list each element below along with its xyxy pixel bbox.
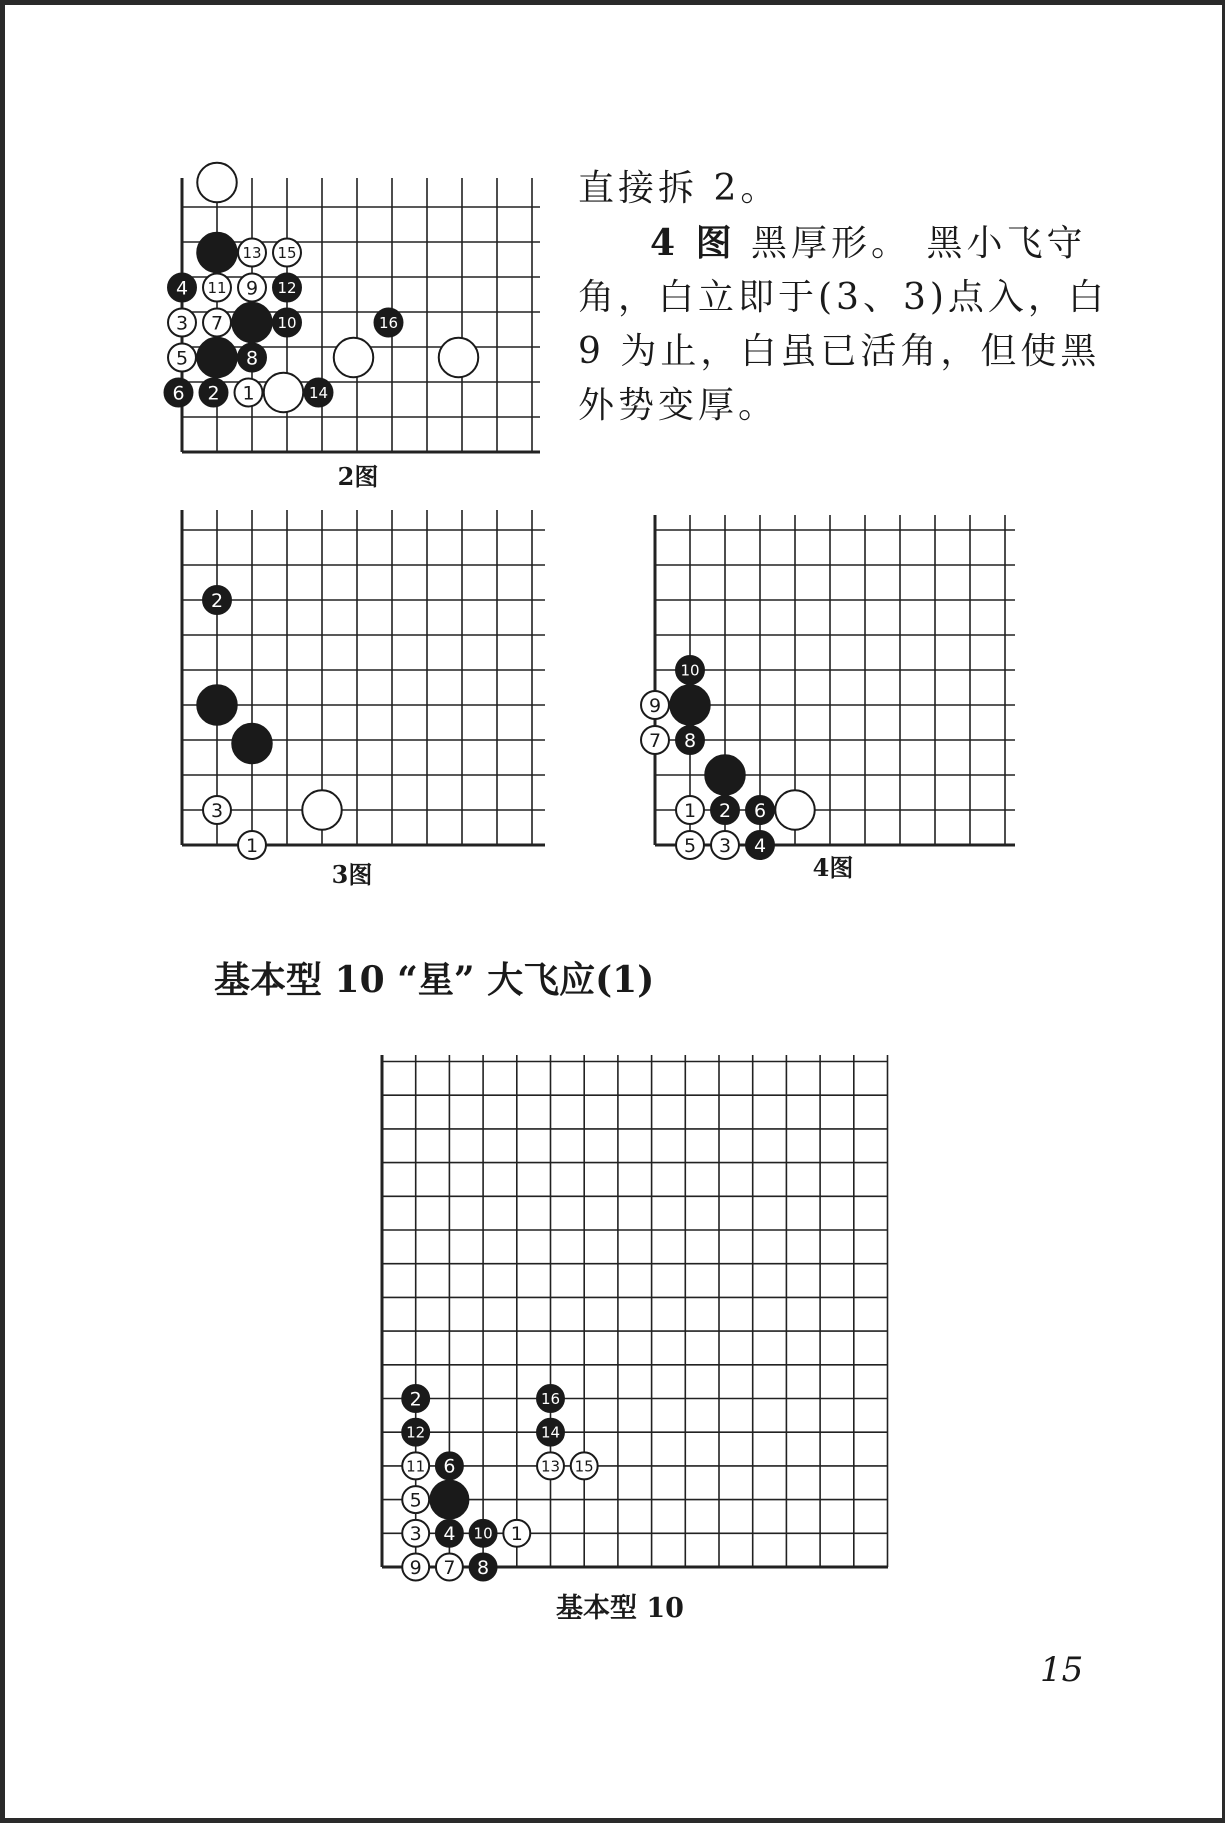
stone-disc: [197, 338, 236, 377]
move-number: 2: [210, 589, 224, 612]
white-stone: [775, 790, 814, 829]
white-stone: [273, 239, 301, 267]
move-number: 4: [175, 277, 189, 300]
move-number: 9: [245, 277, 259, 300]
black-stone: [436, 1520, 463, 1547]
white-stone: [571, 1452, 598, 1479]
stone-disc: [264, 373, 303, 412]
black-stone: [402, 1385, 429, 1412]
move-number: 5: [175, 347, 189, 370]
move-number: 14: [308, 383, 329, 402]
move-number: 1: [510, 1523, 523, 1546]
black-stone: [203, 586, 231, 614]
commentary-line-1: 直接拆 2。: [578, 168, 781, 209]
black-stone: [436, 1452, 463, 1479]
black-stone: [375, 309, 403, 337]
move-number: 2: [207, 382, 220, 405]
move-number: 6: [753, 799, 767, 822]
black-stone: [273, 274, 301, 302]
white-stone: [402, 1520, 429, 1547]
move-number: 12: [277, 278, 297, 297]
move-number: 12: [406, 1423, 426, 1442]
move-number: 9: [409, 1556, 422, 1579]
white-stone: [235, 379, 263, 407]
black-stone: [238, 344, 266, 372]
white-stone: [238, 831, 266, 859]
move-number: 13: [242, 243, 262, 262]
white-stone: [537, 1452, 564, 1479]
go-board-2: [641, 515, 1015, 859]
move-number: 4: [753, 834, 767, 857]
white-stone: [676, 796, 704, 824]
black-stone: [746, 831, 774, 859]
white-stone: [641, 726, 669, 754]
black-stone: [711, 796, 739, 824]
move-number: 14: [540, 1423, 561, 1442]
white-stone: [402, 1486, 429, 1513]
caption-diagram-3: 3图: [331, 860, 373, 889]
page-number: 15: [1040, 1650, 1084, 1690]
stone-disc: [334, 338, 373, 377]
move-number: 1: [683, 799, 697, 822]
black-stone: [676, 656, 704, 684]
move-number: 1: [242, 382, 255, 405]
black-stone: [676, 726, 704, 754]
move-number: 3: [175, 312, 189, 335]
move-number: 4: [443, 1523, 456, 1546]
move-number: 6: [172, 382, 185, 405]
white-stone: [402, 1554, 429, 1581]
move-number: 6: [443, 1455, 456, 1478]
caption-diagram-4: 4图: [812, 853, 854, 882]
stone-disc: [197, 233, 236, 272]
black-stone: [670, 685, 709, 724]
black-stone: [197, 338, 236, 377]
move-number: 7: [443, 1556, 456, 1579]
black-stone: [232, 724, 271, 763]
stone-disc: [670, 685, 709, 724]
move-number: 5: [409, 1489, 422, 1512]
black-stone: [197, 685, 236, 724]
move-number: 1: [245, 834, 259, 857]
white-stone: [238, 274, 266, 302]
black-stone: [746, 796, 774, 824]
white-stone: [203, 274, 231, 302]
black-stone: [305, 379, 333, 407]
move-number: 8: [245, 347, 259, 370]
move-number: 2: [718, 799, 732, 822]
figure-4-label: 4 图: [650, 222, 736, 264]
black-stone: [470, 1520, 497, 1547]
white-stone: [168, 309, 196, 337]
stone-disc: [705, 755, 744, 794]
black-stone: [197, 233, 236, 272]
black-stone: [232, 303, 271, 342]
black-stone: [705, 755, 744, 794]
white-stone: [238, 239, 266, 267]
move-number: 11: [406, 1457, 426, 1476]
black-stone: [168, 274, 196, 302]
white-stone: [264, 373, 303, 412]
black-stone: [430, 1481, 468, 1519]
white-stone: [302, 790, 341, 829]
move-number: 15: [277, 243, 297, 262]
white-stone: [439, 338, 478, 377]
move-number: 3: [210, 799, 224, 822]
black-stone: [165, 379, 193, 407]
move-number: 5: [683, 834, 697, 857]
move-number: 13: [540, 1457, 561, 1476]
go-board-0: [165, 163, 540, 452]
move-number: 8: [683, 729, 697, 752]
move-number: 7: [648, 729, 662, 752]
white-stone: [168, 344, 196, 372]
caption-basic-type-10: 基本型 10: [556, 1593, 684, 1624]
stone-disc: [775, 790, 814, 829]
move-number: 9: [648, 694, 662, 717]
stone-disc: [232, 724, 271, 763]
move-number: 3: [409, 1523, 422, 1546]
stone-disc: [430, 1481, 468, 1519]
move-number: 16: [540, 1389, 561, 1408]
white-stone: [203, 796, 231, 824]
move-number: 2: [409, 1388, 422, 1411]
move-number: 7: [210, 312, 224, 335]
white-stone: [197, 163, 236, 202]
caption-diagram-2: 2图: [337, 462, 379, 491]
white-stone: [203, 309, 231, 337]
stone-disc: [197, 163, 236, 202]
black-stone: [470, 1554, 497, 1581]
black-stone: [402, 1419, 429, 1446]
figure-4-description: 黑厚形。 黑小飞守角，白立即于(3、3)点入，白 9 为止，白虽已活角，但使黑外势变厚。: [578, 223, 1108, 426]
go-board-1: [182, 510, 545, 859]
move-number: 10: [277, 313, 297, 332]
black-stone: [537, 1419, 564, 1446]
move-number: 16: [378, 313, 399, 332]
go-board-3: [382, 1055, 888, 1580]
stone-disc: [439, 338, 478, 377]
move-number: 8: [477, 1556, 490, 1579]
stone-disc: [302, 790, 341, 829]
white-stone: [334, 338, 373, 377]
move-number: 10: [473, 1524, 493, 1543]
move-number: 15: [574, 1457, 594, 1476]
white-stone: [503, 1520, 530, 1547]
white-stone: [402, 1452, 429, 1479]
white-stone: [436, 1554, 463, 1581]
white-stone: [711, 831, 739, 859]
stone-disc: [197, 685, 236, 724]
section-title: 基本型 10 “星” 大飞应(1): [214, 959, 655, 1001]
stone-disc: [232, 303, 271, 342]
move-number: 11: [207, 278, 227, 297]
move-number: 10: [680, 661, 700, 680]
white-stone: [676, 831, 704, 859]
black-stone: [537, 1385, 564, 1412]
black-stone: [273, 309, 301, 337]
move-number: 3: [718, 834, 732, 857]
black-stone: [200, 379, 228, 407]
white-stone: [641, 691, 669, 719]
